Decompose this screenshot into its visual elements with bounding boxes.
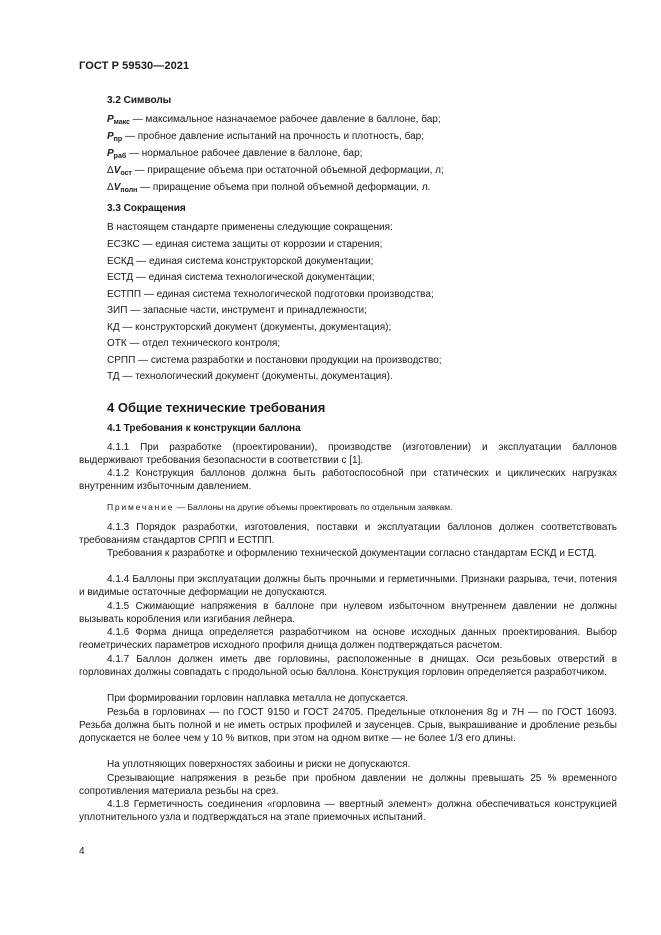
- paragraph-4-1-8: 4.1.8 Герметичность соединения «горловина — ввертный элемент» должна обеспечиваться конструкцией уплотнительного узла и подтверждаться на этапе приемочных испытаний.: [79, 799, 617, 824]
- note-text: — Баллоны на другие объемы проектировать по отдельным заявкам.: [174, 502, 453, 512]
- symbol-line: $P_{раб}$ — нормальное рабочее давление в баллоне, бар;: [107, 148, 363, 160]
- abbreviations-intro: В настоящем стандарте применены следующие сокращения:: [107, 222, 393, 233]
- note: [107, 502, 452, 512]
- document-header: ГОСТ Р 59530—2021: [79, 60, 190, 72]
- abbreviation-item: ЕСЗКС — единая система защиты от коррозии и старения;: [107, 239, 383, 250]
- symbol-line: $\Delta V_{ост}$ — приращение объема при остаточной объемной деформации, л;: [107, 165, 444, 177]
- abbreviation-item: ЕСКД — единая система конструкторской документации;: [107, 256, 374, 267]
- abbreviation-item: КД — конструкторский документ (документы, документация);: [107, 322, 392, 333]
- paragraph-4-1-5: 4.1.5 Сжимающие напряжения в баллоне при нулевом избыточном внутреннем давлении не должны вызывать коробления или изгибания лейнера.: [79, 601, 617, 626]
- abbreviation-item: ЕСТПП — единая система технологической подготовки производства;: [107, 289, 434, 300]
- subsection-4-1-heading: 4.1 Требования к конструкции баллона: [107, 423, 301, 434]
- abbreviation-item: ЗИП — запасные части, инструмент и принадлежности;: [107, 305, 367, 316]
- symbols-heading: 3.2 Символы: [107, 95, 172, 106]
- paragraph-text: Требования к разработке и оформлению технической документации согласно стандартам ЕСКД и ЕСТД.: [107, 548, 597, 559]
- abbreviation-item: ОТК — отдел технического контроля;: [107, 338, 281, 349]
- abbreviation-item: ТД — технологический документ (документы, документация).: [107, 371, 393, 382]
- abbreviation-item: СРПП — система разработки и постановки продукции на производство;: [107, 355, 442, 366]
- paragraph-text: Резьба в горловинах — по ГОСТ 9150 и ГОСТ 24705. Предельные отклонения 8g и 7H — по ГОСТ 16093. Резьба должна быть полной и не иметь острых профилей и заусенцев. Срыв, выкрашивание и дробление резьбы допускается не более чем у 10 % витков, при этом на одном витке — не более 1/3 его длины.: [79, 707, 617, 745]
- paragraph-text: При формировании горловин наплавка металла не допускается.: [107, 693, 409, 704]
- paragraph-4-1-7: 4.1.7 Баллон должен иметь две горловины, расположенные в днищах. Оси резьбовых отверстий в горловинах должны совпадать с продольной осью баллона. Конструкция горловин определяется разработчиком.: [79, 654, 617, 679]
- abbreviation-item: ЕСТД — единая система технологической документации;: [107, 272, 375, 283]
- note-label: Примечание: [107, 502, 175, 512]
- paragraph-4-1-6: 4.1.6 Форма днища определяется разработчиком на основе исходных данных проектирования. Выбор геометрических параметров исходного профиля днища должен подтверждаться расчетом.: [79, 627, 617, 652]
- symbol-line: $\Delta V_{полн}$ — приращение объема при полной объемной деформации, л.: [107, 182, 431, 194]
- section-4-heading: 4 Общие технические требования: [107, 400, 326, 415]
- symbol-line: $P_{макс}$ — максимальное назначаемое рабочее давление в баллоне, бар;: [107, 114, 441, 126]
- paragraph-4-1-2: 4.1.2 Конструкция баллонов должна быть работоспособной при статических и циклических нагрузках внутренним избыточным давлением.: [79, 468, 617, 493]
- page-number: 4: [79, 846, 85, 857]
- symbol-line: $P_{пр}$ — пробное давление испытаний на прочность и плотность, бар;: [107, 131, 424, 143]
- paragraph-4-1-1: 4.1.1 При разработке (проектировании), производстве (изготовлении) и эксплуатации баллонов выдерживают требования безопасности в соответствии с [1].: [79, 442, 617, 467]
- paragraph-4-1-4: 4.1.4 Баллоны при эксплуатации должны быть прочными и герметичными. Признаки разрыва, течи, потения и видимые остаточные деформации не допускаются.: [79, 574, 617, 599]
- paragraph-text: На уплотняющих поверхностях забоины и риски не допускаются.: [107, 759, 411, 770]
- paragraph-text: Срезывающие напряжения в резьбе при пробном давлении не должны превышать 25 % временного сопротивления материала резьбы на срез.: [79, 773, 617, 798]
- abbreviations-heading: 3.3 Сокращения: [107, 203, 186, 214]
- paragraph-4-1-3: 4.1.3 Порядок разработки, изготовления, поставки и эксплуатации баллонов должен соответствовать требованиям стандартов СРПП и ЕСТПП.: [79, 522, 617, 547]
